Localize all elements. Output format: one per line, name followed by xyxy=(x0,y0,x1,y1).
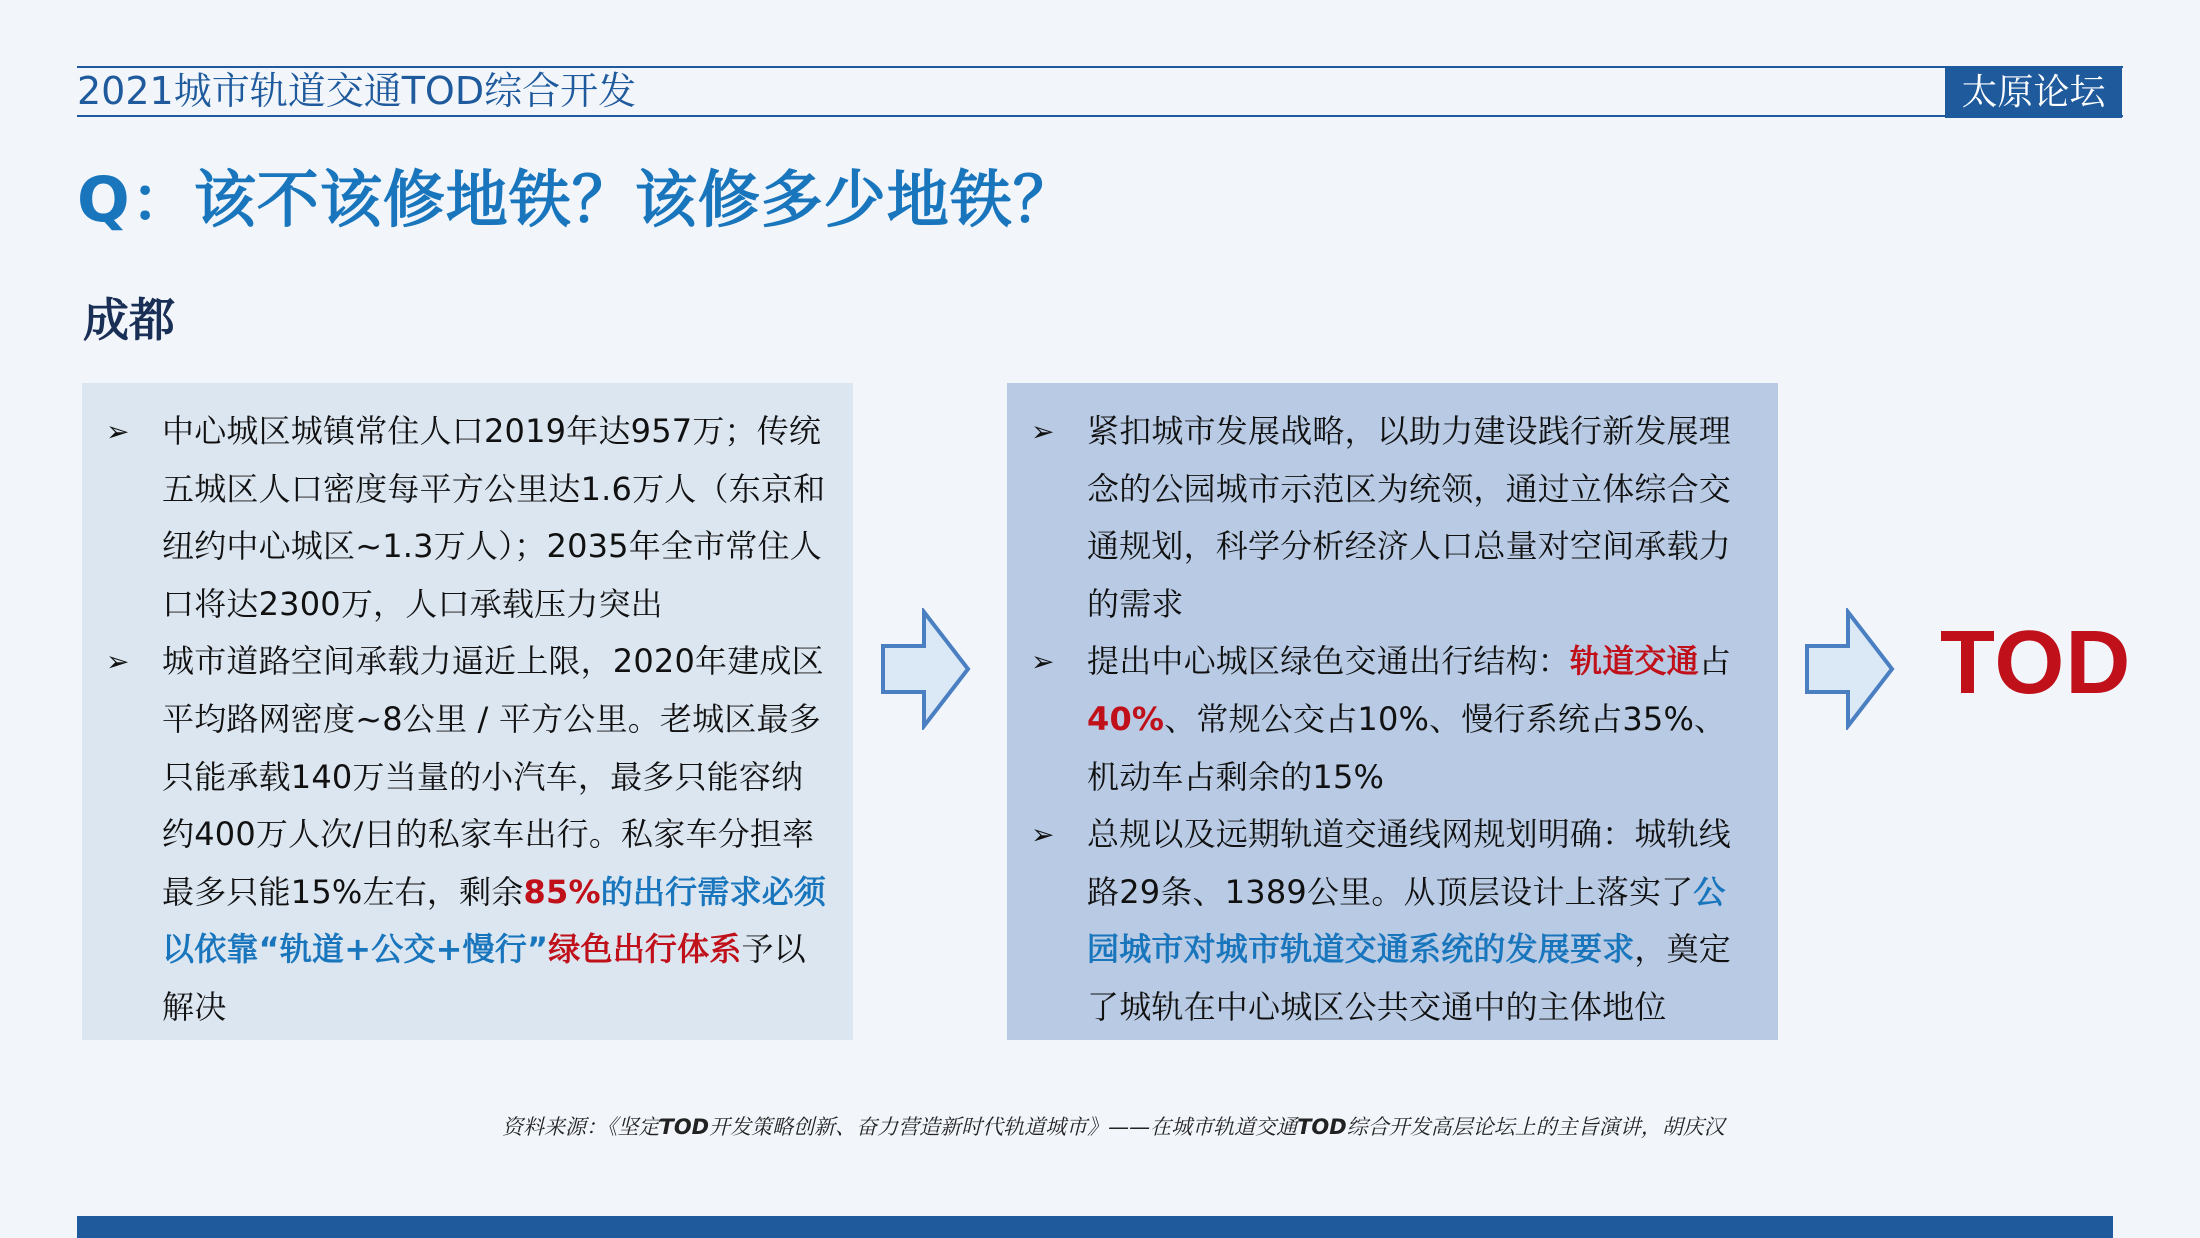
bullet-arrow-icon: ➢ xyxy=(106,415,130,448)
text-segment: 、常规公交占10%、慢行系统占35%、机动车占剩余的15% xyxy=(1087,699,1727,796)
highlight-red: 40% xyxy=(1087,699,1165,738)
middle-text-panel xyxy=(1007,383,1778,1040)
bullet-text xyxy=(162,633,829,1036)
bullet-item xyxy=(104,403,829,633)
forum-badge: 太原论坛 xyxy=(1945,68,2122,118)
bullet-item xyxy=(1029,806,1754,1036)
highlight-blue: 公园城市对城市轨道交通系统的发展要求 xyxy=(1087,872,1726,969)
page-title: Q：该不该修地铁？该修多少地铁？ xyxy=(77,163,1076,236)
source-text: TOD xyxy=(659,1115,710,1139)
bullet-text: 中心城区城镇常住人口2019年达957万；传统五城区人口密度每平方公里达1.6万人（东京和纽约中心城区~1.3万人）；2035年全市常住人口将达2300万，人口承载压力突出 xyxy=(162,412,826,623)
bullet-arrow-icon: ➢ xyxy=(1031,818,1055,852)
bullet-item xyxy=(1029,403,1754,633)
source-text: 综合开发高层论坛上的主旨演讲，胡庆汉 xyxy=(1346,1115,1725,1139)
left-text-panel xyxy=(82,383,853,1040)
bullet-item xyxy=(1029,633,1754,806)
bullet-text xyxy=(1087,806,1754,1036)
right-arrow-icon xyxy=(1804,608,1896,730)
bullet-arrow-icon: ➢ xyxy=(1031,415,1055,448)
bullet-arrow-icon: ➢ xyxy=(1031,645,1055,679)
bullet-item xyxy=(104,633,829,1036)
header-bottom-rule xyxy=(77,115,2123,117)
text-segment: 城市道路空间承载力逼近上限，2020年建成区平均路网密度~8公里 / 平方公里。老城区最多只能承载140万当量的小汽车，最多只能容纳约400万人次/日的私家车出行。私家车分担率最多只能15%左右，剩余 xyxy=(162,642,824,911)
highlight-red: 轨道交通 xyxy=(1570,642,1699,681)
city-label: 成都 xyxy=(83,293,175,347)
source-text: 开发策略创新、奋力营造新时代轨道城市》——在城市轨道交通 xyxy=(709,1115,1298,1139)
right-arrow-icon xyxy=(880,608,972,730)
bullet-text xyxy=(1087,633,1754,806)
bullet-text: 紧扣城市发展战略，以助力建设践行新发展理念的公园城市示范区为统领，通过立体综合交通规划，科学分析经济人口总量对空间承载力的需求 xyxy=(1087,412,1732,623)
source-text: 资料来源：《坚定 xyxy=(502,1115,660,1139)
highlight-blue: 的出行需求必须以依靠“轨道+公交+慢行” xyxy=(162,872,827,969)
highlight-red: 85% xyxy=(523,872,601,911)
source-text: TOD xyxy=(1297,1115,1347,1139)
text-segment: 提出中心城区绿色交通出行结构： xyxy=(1087,642,1571,681)
tod-label: TOD xyxy=(1940,613,2132,713)
source-note xyxy=(502,1112,1725,1142)
text-segment: ，奠定了城轨在中心城区公共交通中的主体地位 xyxy=(1087,930,1732,1026)
highlight-red: 绿色出行体系 xyxy=(548,930,742,969)
bullet-arrow-icon: ➢ xyxy=(106,645,130,679)
text-segment: 予以解决 xyxy=(162,930,806,1026)
header-title: 2021城市轨道交通TOD综合开发 xyxy=(77,69,637,113)
footer-bar xyxy=(77,1216,2113,1238)
text-segment: 占 xyxy=(1698,642,1732,681)
text-segment: 总规以及远期轨道交通线网规划明确：城轨线路29条、1389公里。从顶层设计上落实了 xyxy=(1087,815,1732,911)
